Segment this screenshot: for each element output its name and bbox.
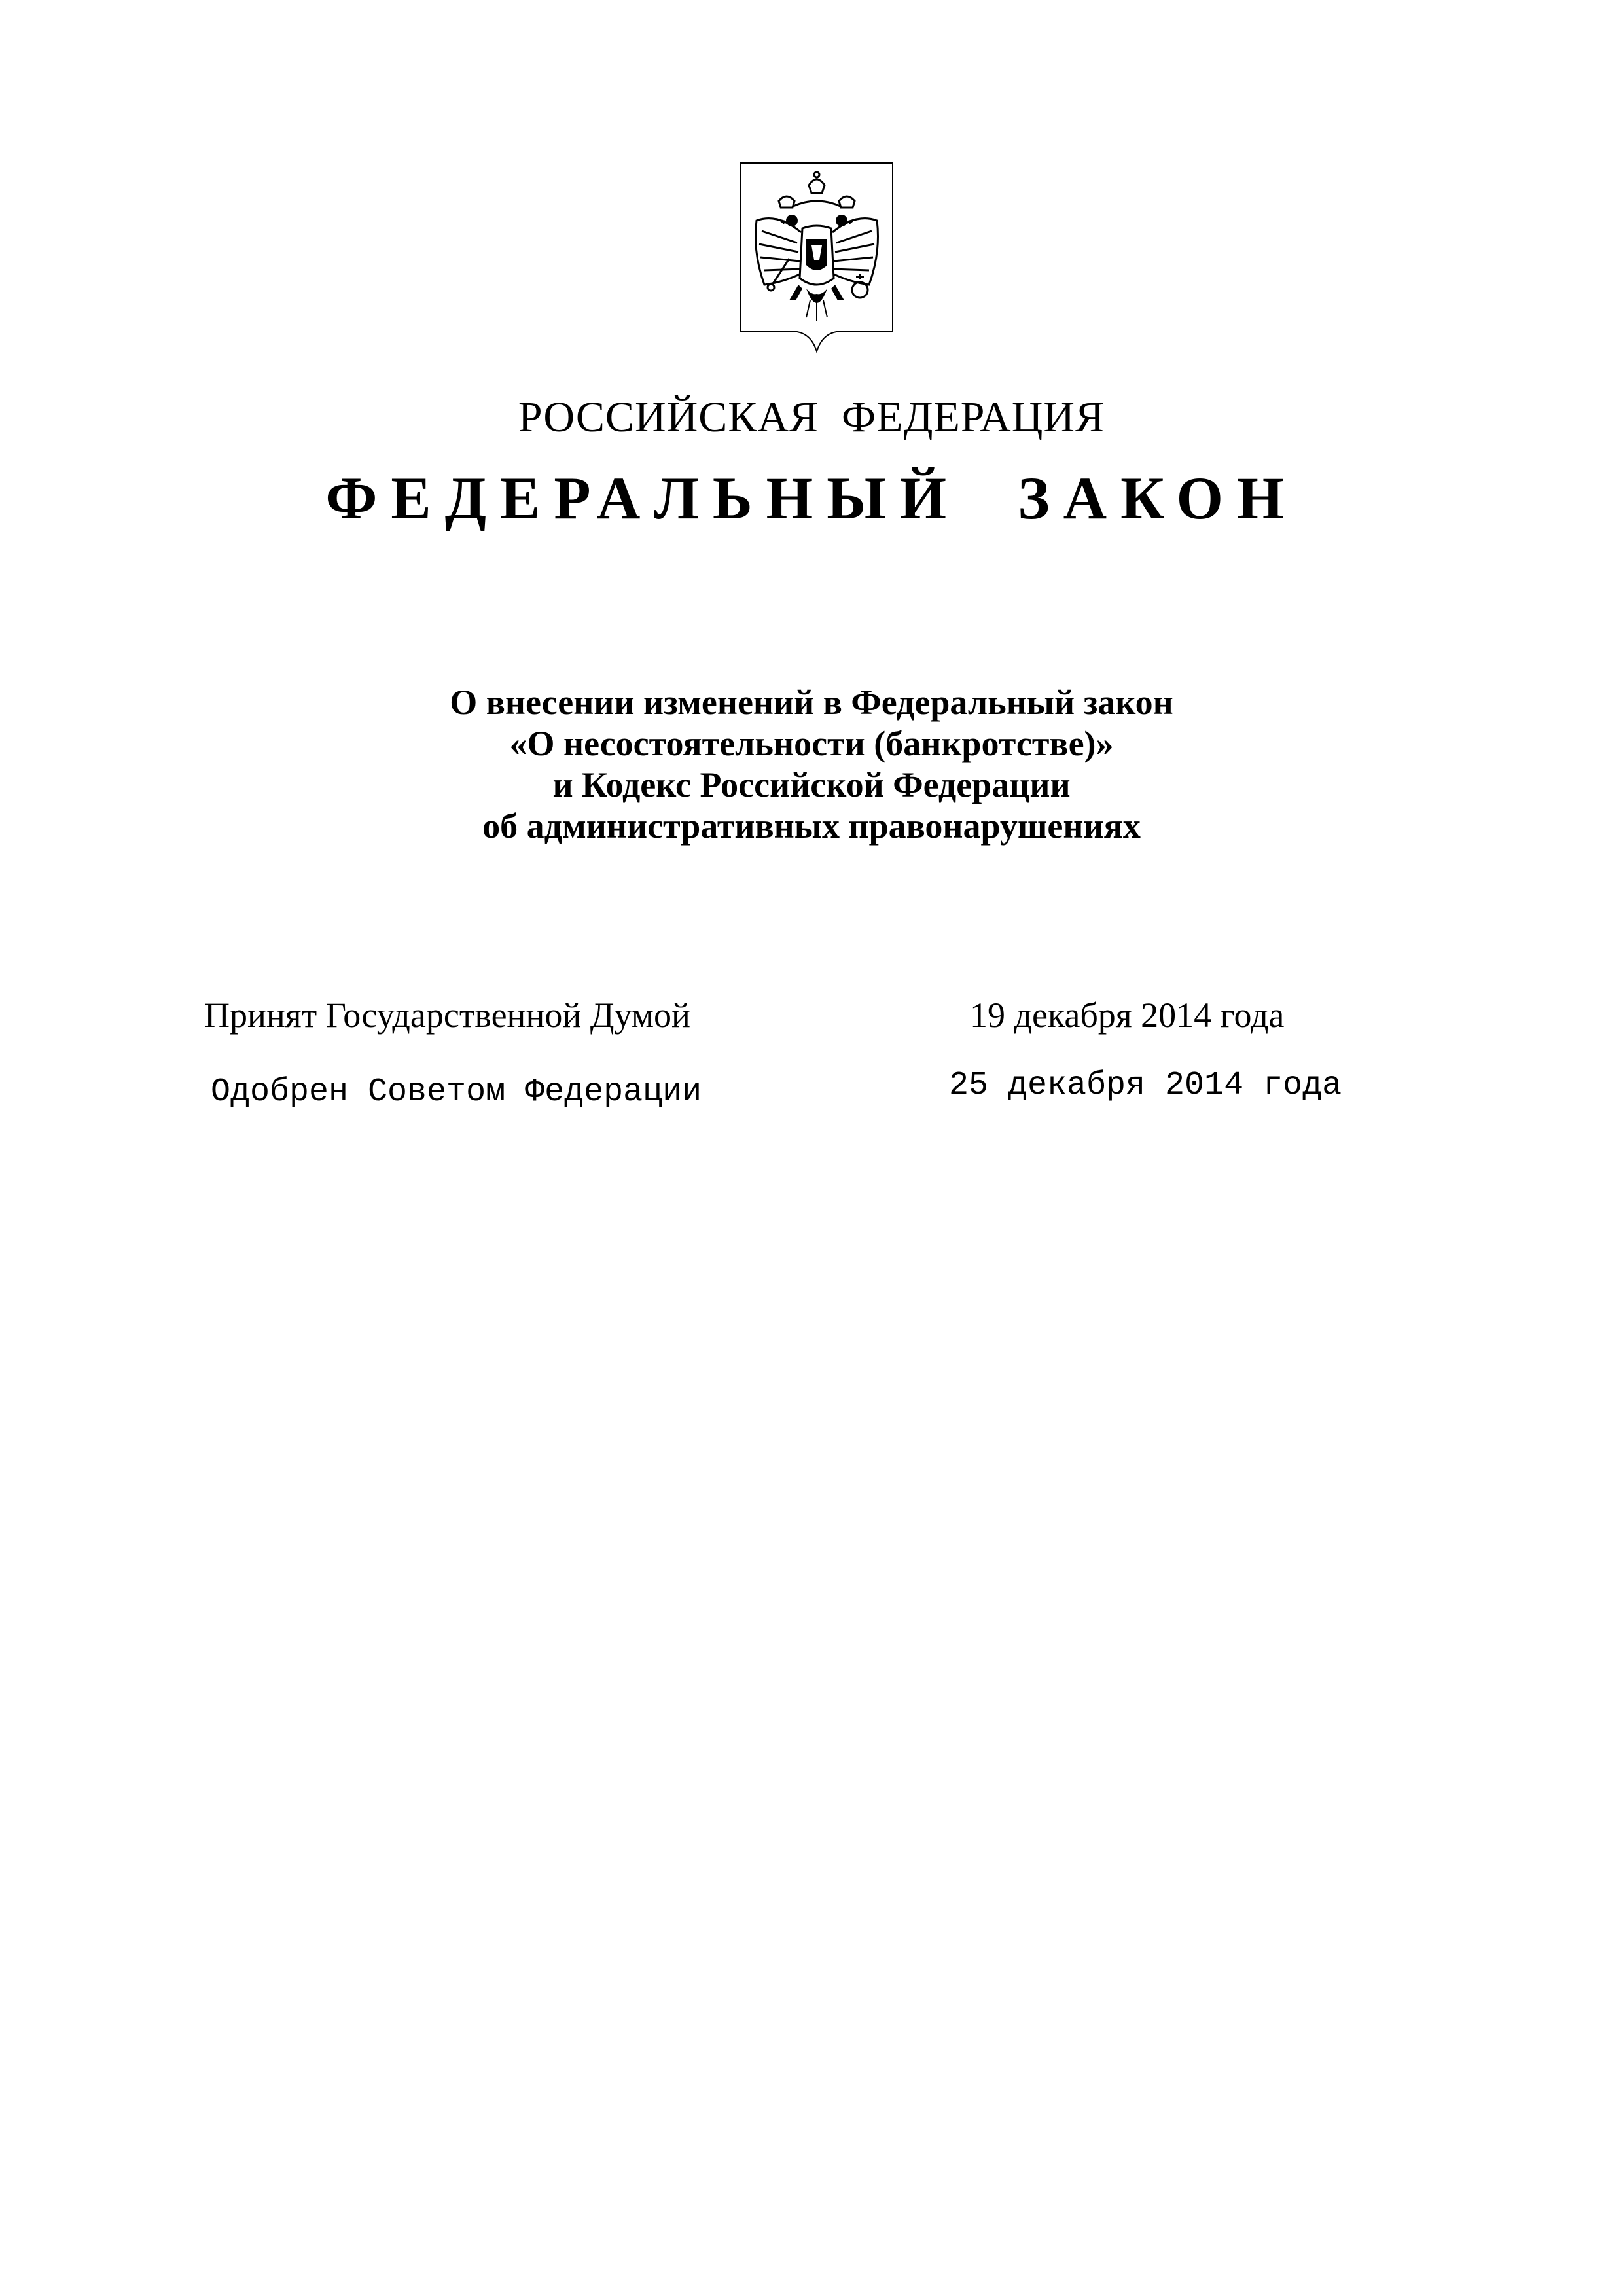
law-title-line: «О несостоятельности (банкротстве)» (509, 724, 1114, 763)
law-title-line: и Кодекс Российской Федерации (552, 765, 1071, 804)
law-title-line: об административных правонарушениях (482, 806, 1141, 846)
adopted-by-duma-label: Принят Государственной Думой (204, 996, 690, 1035)
law-title-line: О внесении изменений в Федеральный закон (450, 683, 1173, 722)
adopted-by-duma-date: 19 декабря 2014 года (970, 996, 1285, 1035)
russian-coat-of-arms-icon (738, 160, 895, 355)
law-title (0, 682, 1623, 847)
approved-by-federation-council-label: Одобрен Советом Федерации (211, 1073, 702, 1111)
approved-by-federation-council-date: 25 декабря 2014 года (949, 1067, 1342, 1104)
country-name: РОССИЙСКАЯ ФЕДЕРАЦИЯ (518, 393, 1105, 441)
document-type-heading: ФЕДЕРАЛЬНЫЙ ЗАКОН (325, 465, 1298, 531)
